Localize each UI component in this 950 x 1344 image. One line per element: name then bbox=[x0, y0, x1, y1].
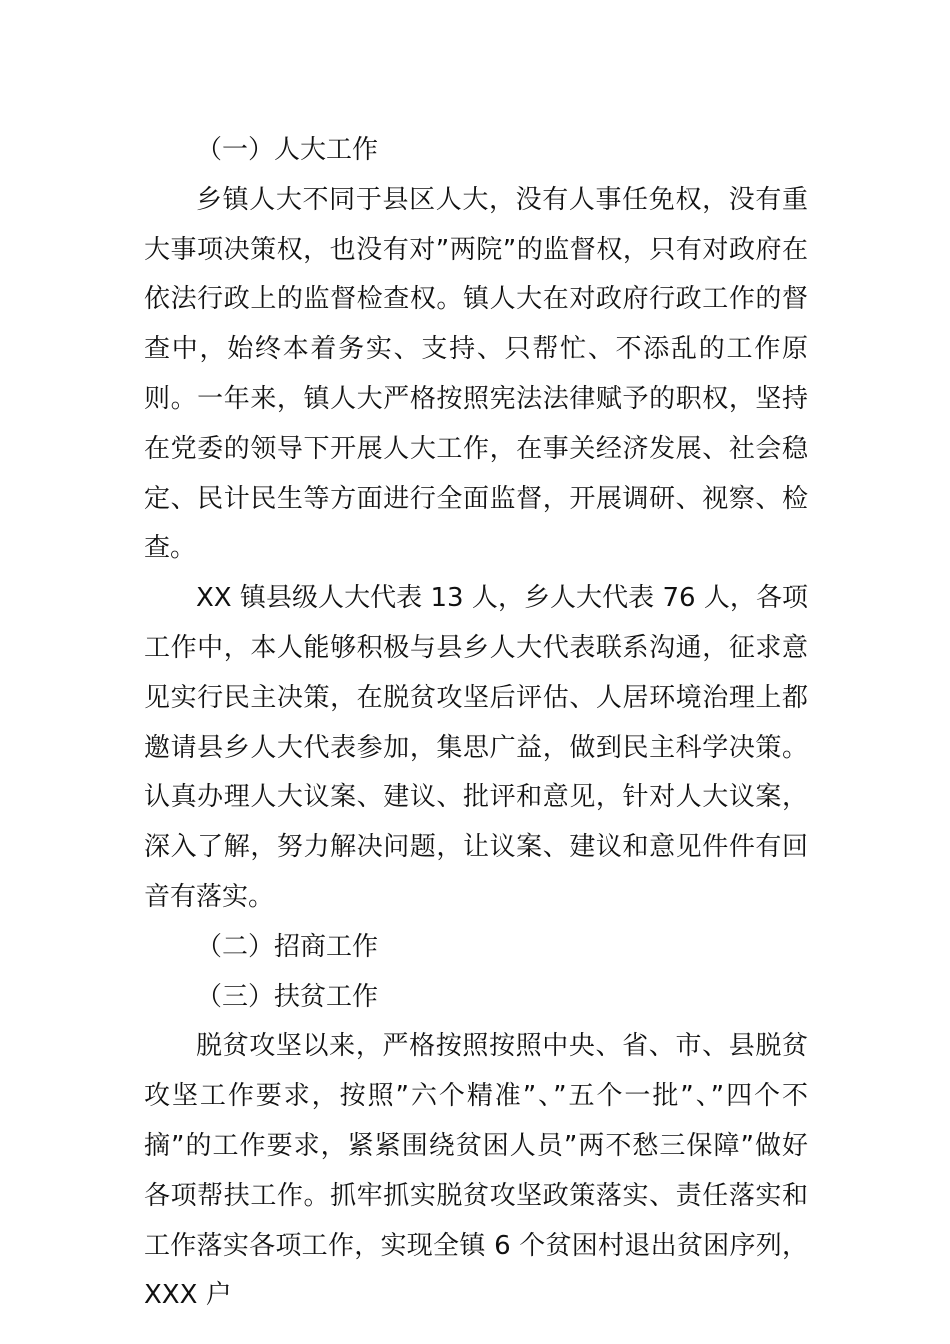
paragraph-npc-supervision: 乡镇人大不同于县区人大，没有人事任免权，没有重大事项决策权，也没有对”两院”的监督权，只有对政府在依法行政上的监督检查权。镇人大在对政府行政工作的督查中，始终本着务实、支持、只帮忙、不添乱的工作原则。一年来，镇人大严格按照宪法法律赋予的职权，坚持在党委的领导下开展人大工作，在事关经济发展、社会稳定、民计民生等方面进行全面监督，开展调研、视察、检查。 bbox=[144, 184, 808, 564]
section-heading-npc-work: （一）人大工作 bbox=[196, 135, 379, 165]
section-heading-investment-work: （二）招商工作 bbox=[196, 931, 379, 962]
document-body bbox=[144, 126, 808, 1321]
paragraph-npc-representatives: XX 镇县级人大代表 13 人，乡人大代表 76 人，各项工作中，本人能够积极与县乡人大代表联系沟通，征求意见实行民主决策，在脱贫攻坚后评估、人居环境治理上都邀请县乡人大代表参加，集思广益，做到民主科学决策。认真办理人大议案、建议、批评和意见，针对人大议案，深入了解，努力解决问题，让议案、建议和意见件件有回音有落实。 bbox=[144, 583, 808, 912]
section-heading-poverty-work: （三）扶贫工作 bbox=[196, 981, 379, 1012]
paragraph-poverty-alleviation: 脱贫攻坚以来，严格按照按照中央、省、市、县脱贫攻坚工作要求，按照”六个精准”、”五个一批”、”四个不摘”的工作要求，紧紧围绕贫困人员”两不愁三保障”做好各项帮扶工作。抓牢抓实脱贫攻坚政策落实、责任落实和工作落实各项工作，实现全镇 6 个贫困村退出贫困序列，XXX 户 bbox=[144, 1031, 808, 1311]
